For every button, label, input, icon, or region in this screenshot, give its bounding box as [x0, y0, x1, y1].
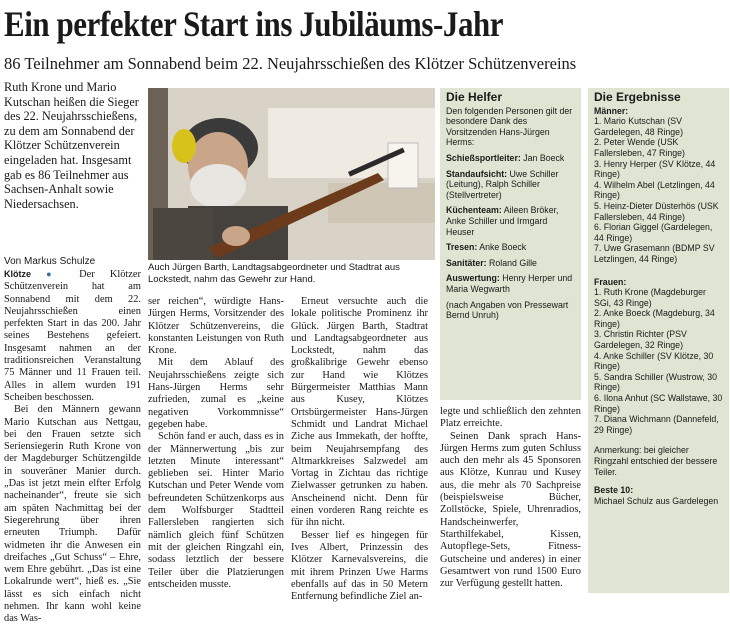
paragraph-text: Der Klötzer Schützenverein hat am Sonnabend mit dem 22. Neujahrsschießen einen perfekten Start in das 200. Jahr seines Bestehens gefeiert. Insgesamt nahmen an der traditionsreichen Veranstaltung 75 Männer und 11 Frauen teil. Alles in allem wurden 191 Scheiben beschossen.	[4, 269, 141, 403]
article-headline: Ein perfekter Start ins Jubiläums-Jahr	[4, 4, 504, 44]
list-item: 5. Heinz-Dieter Düsterhös (USK Fallersleben, 44 Ringe)	[594, 200, 719, 222]
article-photo	[148, 88, 435, 260]
helfer-entry: Auswertung: Henry Herper und Maria Wegwarth	[446, 273, 573, 294]
paragraph: ser reichen“, würdigte Hans-Jürgen Herms, Vorsitzender des Klötzer Schützenvereins, die konstanten Leistungen von Ruth Krone.	[148, 296, 284, 357]
paragraph: Mit dem Ablauf des Neujahrsschießens zeigte sich Hans-Jürgen Herms sehr zufrieden, zumal es „keine negativen Vorkommnisse“ gegeben habe.	[148, 357, 284, 430]
list-item: 5. Sandra Schiller (Wustrow, 30 Ringe)	[594, 371, 718, 393]
beste10-value: Michael Schulz aus Gardelegen	[594, 495, 719, 506]
dateline: Klötze	[4, 269, 31, 279]
ergebnisse-note: Anmerkung: bei gleicher Ringzahl entschied der bessere Teiler.	[594, 445, 718, 477]
frauen-label: Frauen:	[594, 276, 627, 287]
shooter-photo-illustration	[148, 88, 435, 260]
helfer-entry: Küchenteam: Aileen Bröker, Anke Schiller und Irmgard Heuser	[446, 205, 559, 237]
article-lead: Ruth Krone und Mario Kutschan heißen die Sieger des 22. Neujahrsschießens, zu dem am Sonnabend der Klötzer Schützenverein eingeladen hat. Insgesamt gab es 86 Teilnehmer aus Sachsen-Anhalt sowie Niedersachsen.	[4, 80, 139, 211]
list-item: 6. Ilona Anhut (SC Wallstawe, 30 Ringe)	[594, 393, 723, 414]
bullet-icon: ●	[46, 269, 65, 279]
list-item: 1. Ruth Krone (Magdeburger SGi, 43 Ringe)	[594, 287, 706, 308]
article-subheadline: 86 Teilnehmer am Sonnabend beim 22. Neujahrsschießen des Klötzer Schützenvereins	[4, 54, 577, 73]
list-item: 7. Uwe Grasemann (BDMP SV Letzlingen, 44 Ringe)	[594, 243, 715, 264]
paragraph: legte und schließlich den zehnten Platz erreichte.	[440, 406, 581, 430]
helfer-title: Die Helfer	[446, 90, 503, 104]
paragraph: Erneut versuchte auch die lokale politische Prominenz ihr Glück. Jürgen Barth, Stadtrat und Landtagsabgeordneter aus Lockstedt, nahm das großkalibrige Gewehr ebenso zur Hand wie Klötzes Bürgermeister Matthias Mann aus Kusey, Klötzes Ortsbürgermeister Hans-Jürgen Schmidt und Landrat Michael Ziche aus Immekath, der hoffte, beim Neujahrsempfang des Altmarkkreises Salzwedel am Vortag in Zichtau das richtige Zielwasser getrunken zu haben. Anscheinend nicht. Denn für einen vorderen Rang reichte es für ihn nicht.	[291, 296, 428, 529]
list-item: 4. Anke Schiller (SV Klötze, 30 Ringe)	[594, 350, 714, 372]
paragraph: Besser lief es hingegen für Ives Albert, Prinzessin des Klötzer Karnevalsvereins, die mit ihrem Prinzen Uwe Harms ebenfalls auf das in 50 Metern Entfernung befindliche Ziel an-	[291, 529, 428, 603]
helfer-note: (nach Angaben von Pressewart Bernd Unruh)	[446, 299, 569, 321]
ergebnisse-title: Die Ergebnisse	[594, 90, 681, 104]
paragraph: Seinen Dank sprach Hans-Jürgen Herms zum guten Schluss auch den mehr als 45 Sponsoren aus Klötze, Kunrau und Kusey aus, die mehr als 70 Sachpreise (beispielsweise Bücher, Zollstöcke, Spiele, Uhrenradios, Handscheinwerfer, Starthilfekabel, Kissen, Autopflege-Sets, Fitness-Gutscheine und anderes) in einer Gesamtwert von rund 1500 Euro zur Verfügung gestellt hatten.	[440, 430, 581, 590]
article-column-3	[291, 296, 428, 603]
list-item: 3. Henry Herper (SV Klötze, 44 Ringe)	[594, 158, 716, 180]
list-item: 7. Diana Wichmann (Dannefeld, 29 Ringe)	[594, 414, 719, 435]
list-item: 2. Peter Wende (USK Fallersleben, 47 Ringe)	[594, 137, 685, 158]
list-item: 4. Wilhelm Abel (Letzlingen, 44 Ringe)	[594, 179, 715, 201]
helfer-entry: Standaufsicht: Uwe Schiller (Leitung), Ralph Schiller (Stellvertreter)	[446, 168, 559, 200]
paragraph: Schön fand er auch, dass es in der Männerwertung „bis zur letzten Minute interessant“ geblieben sei. Hinter Mario Kutschan und Peter Wende vom befreundeten Schützenkorps aus dem Wolfsburger Stadtteil Fallersleben rangierten sich nämlich gleich fünf Schützen mit der gleichen Ringzahl ein, sodass letztlich der bessere Teiler über die Platzierungen entscheiden musste.	[148, 431, 284, 590]
photo-caption: Auch Jürgen Barth, Landtagsabgeordneter und Stadtrat aus Lockstedt, nahm das Gewehr zur Hand.	[148, 262, 400, 285]
helfer-box	[440, 88, 581, 400]
article-author: Von Markus Schulze	[4, 256, 96, 267]
paragraph: Bei den Männern gewann Mario Kutschan aus Nettgau, bei den Frauen setzte sich Seriensiegerin Ruth Krone von der Magdeburger Schützengilde in souveräner Manier durch. „Das ist jetzt mein elfter Erfolg nacheinander“, freute sie sich am späten Nachmittag bei der Siegerehrung über ihren erneuten Triumph. Dafür widmeten ihr die Anwesen ein dreifaches „Gut Schuss“ – Ehre, wem Ehre gebührt. „Das ist eine Lokalrunde wert“, hieß es. „Sie lässt es sich einfach nicht nehmen. Ihr kann wohl keine das Was-	[4, 404, 141, 625]
article-column-2	[148, 296, 284, 591]
list-item: 3. Christin Richter (PSV Gardelegen, 32 Ringe)	[594, 329, 687, 351]
maenner-label: Männer:	[594, 105, 629, 116]
helfer-entry: Tresen: Anke Boeck	[446, 242, 527, 253]
helfer-entry: Sanitäter: Roland Gille	[446, 257, 537, 268]
helfer-intro: Den folgenden Personen gilt der besondere Dank des Vorsitzenden Hans-Jürgen Herms:	[446, 105, 573, 148]
frauen-list	[594, 287, 723, 435]
beste10-label: Beste 10:	[594, 485, 634, 496]
list-item: 2. Anke Boeck (Magdeburg, 34 Ringe)	[594, 308, 715, 329]
list-item: 6. Florian Giggel (Gardelegen, 44 Ringe)	[594, 222, 713, 243]
maenner-list	[594, 116, 723, 264]
article-column-4	[440, 406, 581, 590]
paragraph	[4, 268, 141, 404]
ergebnisse-box	[588, 88, 729, 593]
helfer-entry: Schießsportleiter: Jan Boeck	[446, 152, 565, 163]
article-column-1	[4, 268, 141, 626]
list-item: 1. Mario Kutschan (SV Gardelegen, 48 Ringe)	[594, 116, 684, 137]
